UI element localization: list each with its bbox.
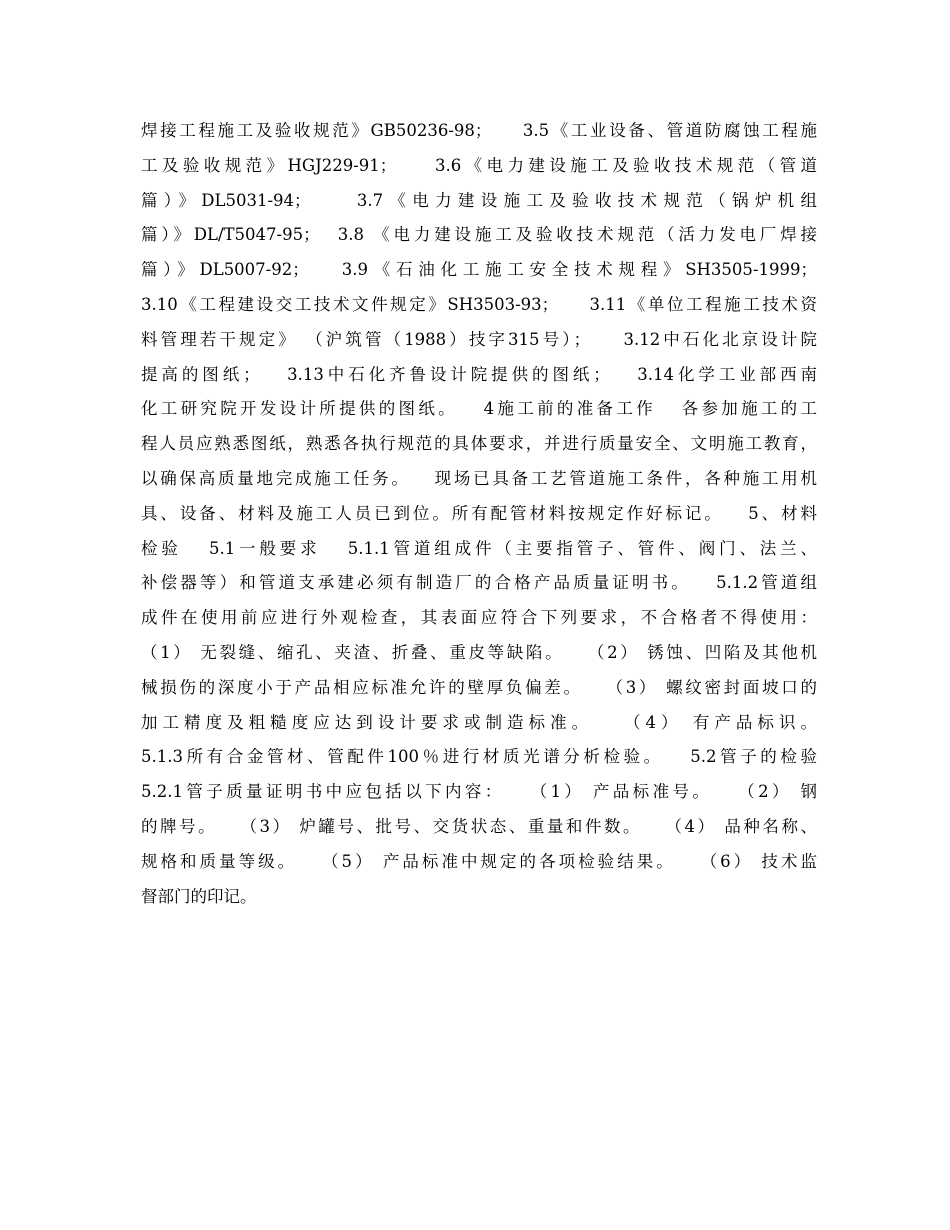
text-line: 程人员应熟悉图纸，熟悉各执行规范的具体要求，并进行质量安全、文明施工教育， bbox=[141, 434, 817, 454]
text-line: 篇）》DL5007-92； 3.9《石油化工施工安全技术规程》SH3505-1999； bbox=[141, 260, 817, 280]
text-line: 检验 5.1一般要求 5.1.1管道组成件（主要指管子、管件、阀门、法兰、 bbox=[141, 538, 817, 558]
text-line: 的牌号。 （3） 炉罐号、批号、交货状态、重量和件数。 （4） 品种名称、 bbox=[141, 816, 817, 836]
text-line: 以确保高质量地完成施工任务。 现场已具备工艺管道施工条件，各种施工用机 bbox=[141, 468, 817, 488]
text-line: 5.1.3所有合金管材、管配件100％进行材质光谱分析检验。 5.2管子的检验 bbox=[141, 747, 817, 767]
text-line: 焊接工程施工及验收规范》GB50236-98； 3.5《工业设备、管道防腐蚀工程施 bbox=[141, 121, 817, 140]
text-line: 篇）》DL/T5047-95； 3.8 《电力建设施工及验收技术规范（活力发电厂焊接 bbox=[141, 225, 817, 245]
text-line: 规格和质量等级。 （5） 产品标准中规定的各项检验结果。 （6） 技术监 bbox=[141, 851, 817, 871]
text-line: 提高的图纸； 3.13中石化齐鲁设计院提供的图纸； 3.14化学工业部西南 bbox=[141, 364, 817, 384]
text-line: 械损伤的深度小于产品相应标准允许的壁厚负偏差。 （3） 螺纹密封面坡口的 bbox=[141, 677, 817, 697]
text-line: 5.2.1管子质量证明书中应包括以下内容： （1） 产品标准号。 （2） 钢 bbox=[141, 782, 817, 802]
text-line: 料管理若干规定》 （沪筑管（1988）技字315号）； 3.12中石化北京设计院 bbox=[141, 329, 817, 349]
text-line: 加工精度及粗糙度应达到设计要求或制造标准。 （4） 有产品标识。 bbox=[141, 712, 817, 732]
text-line: 化工研究院开发设计所提供的图纸。 4施工前的准备工作 各参加施工的工 bbox=[141, 399, 817, 419]
body-text bbox=[141, 114, 817, 914]
text-line: 成件在使用前应进行外观检查，其表面应符合下列要求，不合格者不得使用： bbox=[141, 608, 817, 628]
text-line: 篇）》DL5031-94； 3.7《电力建设施工及验收技术规范（锅炉机组 bbox=[141, 190, 817, 210]
text-line: 3.10《工程建设交工技术文件规定》SH3503-93； 3.11《单位工程施工技术资 bbox=[141, 294, 817, 314]
text-line: 督部门的印记。 bbox=[141, 886, 257, 906]
text-line: 具、设备、材料及施工人员已到位。所有配管材料按规定作好标记。 5、材料 bbox=[141, 503, 817, 523]
text-line: 工及验收规范》HGJ229-91； 3.6《电力建设施工及验收技术规范（管道 bbox=[141, 155, 817, 175]
text-line: 补偿器等）和管道支承建必须有制造厂的合格产品质量证明书。 5.1.2管道组 bbox=[141, 573, 817, 593]
text-line: （1） 无裂缝、缩孔、夹渣、折叠、重皮等缺陷。 （2） 锈蚀、凹陷及其他机 bbox=[141, 642, 817, 662]
